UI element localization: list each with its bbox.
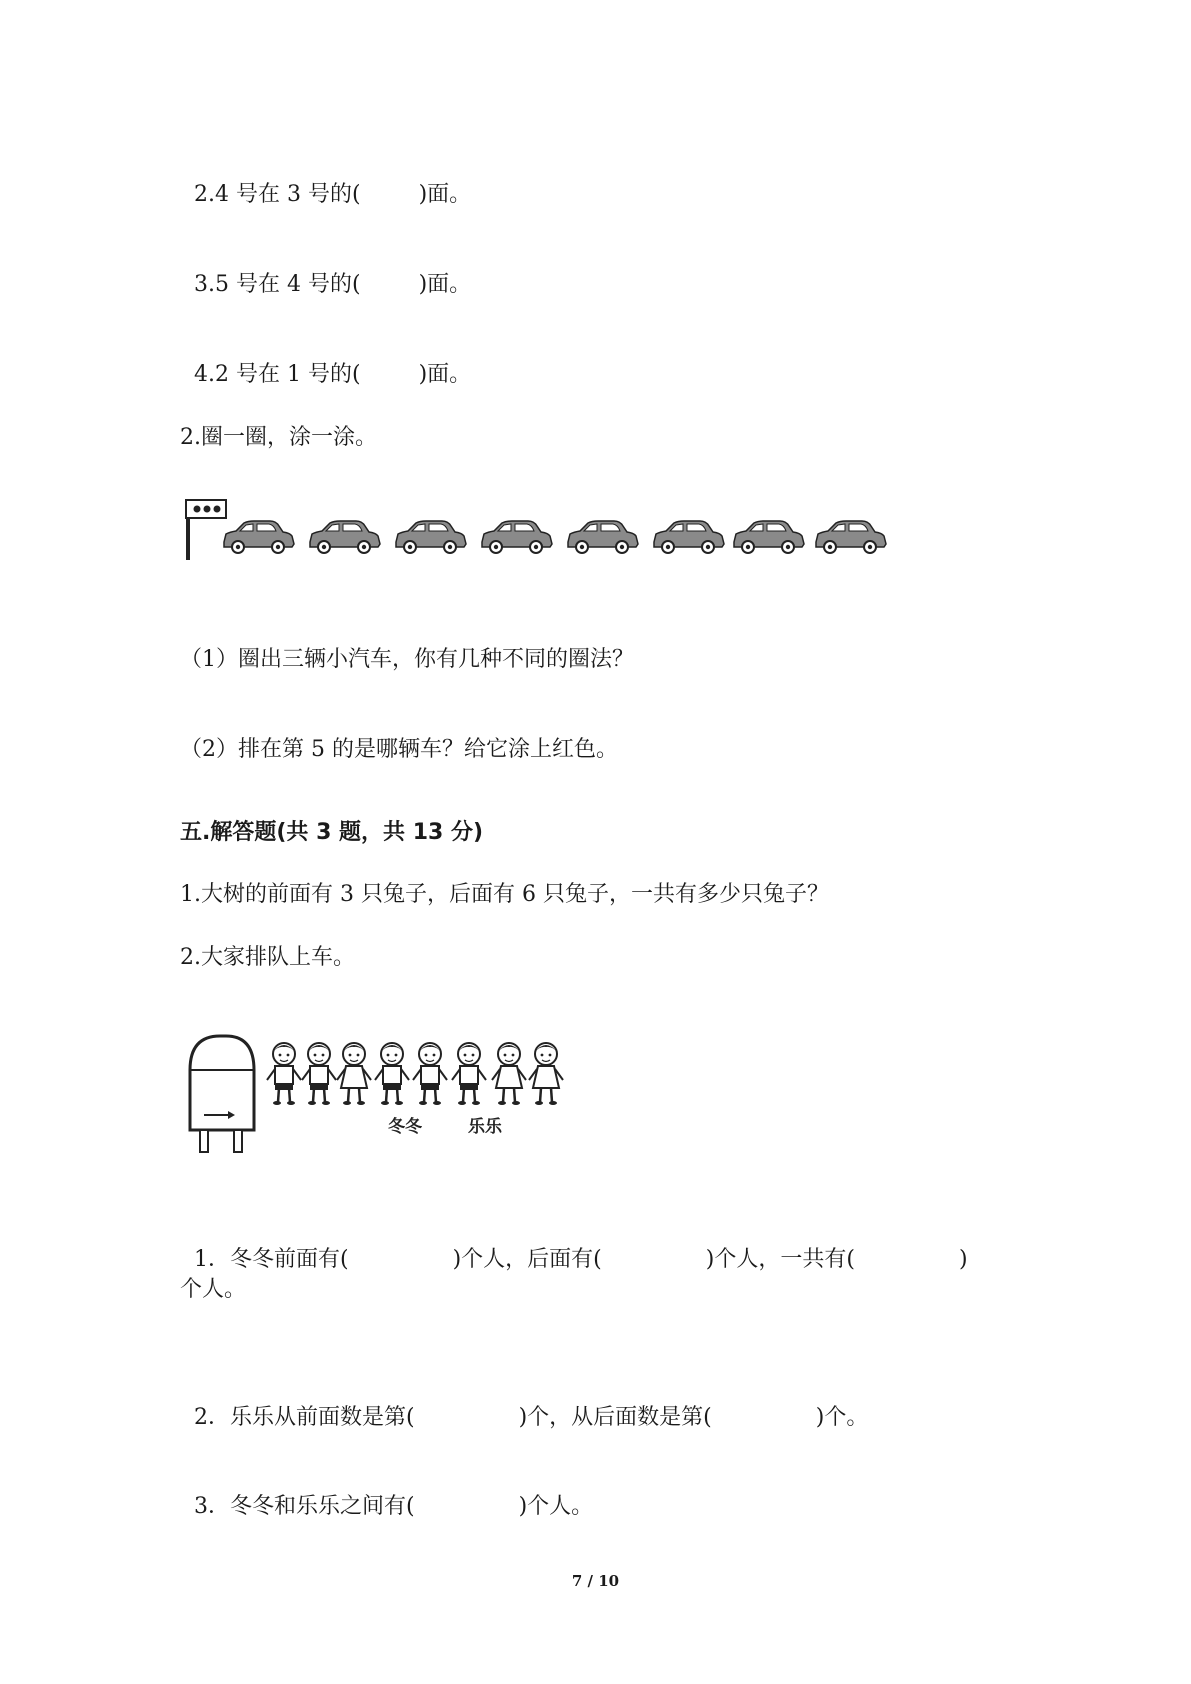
car-icon[interactable]: [734, 521, 804, 553]
section-5-q2: 2.大家排队上车。: [180, 945, 355, 970]
sub-question-1-cont: 个人。: [180, 1277, 247, 1302]
q2-sub2: （2）排在第 5 的是哪辆车？给它涂上红色。: [180, 737, 618, 762]
label-dongdong: 冬冬: [388, 1117, 422, 1137]
child-icon: [492, 1043, 526, 1105]
sub-question-3: 3．冬冬和乐乐之间有( )个人。: [194, 1494, 594, 1519]
child-icon: [452, 1043, 486, 1105]
child-icon: [375, 1043, 409, 1105]
child-icon: [267, 1043, 301, 1105]
car-icon[interactable]: [310, 521, 380, 553]
car-icon[interactable]: [224, 521, 294, 553]
sub-question-1: 1．冬冬前面有( )个人，后面有( )个人，一共有( ): [194, 1247, 968, 1272]
child-icon: [302, 1043, 336, 1105]
child-icon: [413, 1043, 447, 1105]
question-4-2: 4.2 号在 1 号的( )面。: [194, 362, 472, 387]
car-icon[interactable]: [396, 521, 466, 553]
sub-question-2: 2．乐乐从前面数是第( )个，从后面数是第( )个。: [194, 1405, 869, 1430]
child-icon: [529, 1043, 563, 1105]
section-5-title: 五.解答题(共 3 题，共 13 分): [180, 820, 484, 845]
q2-title: 2.圈一圈，涂一涂。: [180, 425, 377, 450]
question-2-4: 2.4 号在 3 号的( )面。: [194, 182, 472, 207]
section-5-q1: 1.大树的前面有 3 只兔子，后面有 6 只兔子，一共有多少只兔子？: [180, 882, 829, 907]
cars-figure: [180, 490, 940, 570]
car-icon[interactable]: [654, 521, 724, 553]
car-icon[interactable]: [482, 521, 552, 553]
bus-icon: [190, 1036, 254, 1152]
page-number: 7 / 10: [571, 1572, 620, 1590]
child-icon: [337, 1043, 371, 1105]
traffic-light-icon: [186, 500, 226, 560]
q2-sub1: （1）圈出三辆小汽车，你有几种不同的圈法？: [180, 647, 634, 672]
queue-figure: [180, 1030, 600, 1160]
question-3-5: 3.5 号在 4 号的( )面。: [194, 272, 472, 297]
car-icon[interactable]: [816, 521, 886, 553]
label-lele: 乐乐: [468, 1117, 502, 1137]
car-icon[interactable]: [568, 521, 638, 553]
